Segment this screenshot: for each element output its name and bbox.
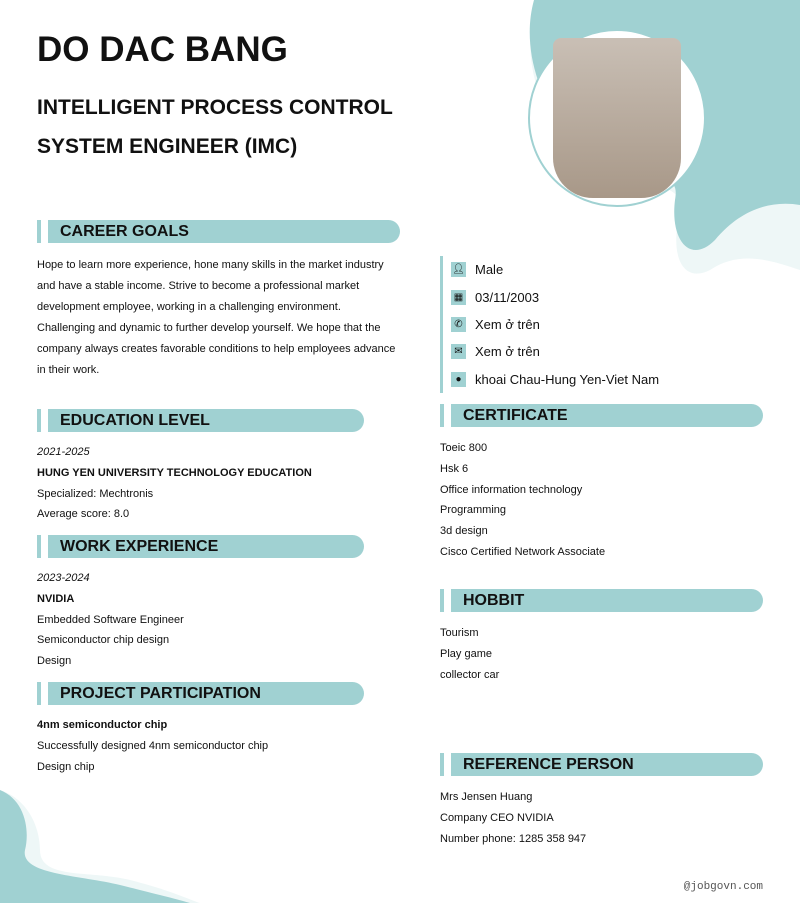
project-name: 4nm semiconductor chip: [37, 719, 168, 731]
section-work: WORK EXPERIENCE: [37, 535, 364, 558]
avatar: [553, 38, 681, 198]
reference-item: Company CEO NVIDIA: [440, 811, 554, 824]
decorative-blob-bottom: [0, 780, 260, 903]
section-education: EDUCATION LEVEL: [37, 409, 364, 432]
certificate-item: Cisco Certified Network Associate: [440, 545, 606, 558]
profile-photo: [528, 29, 706, 207]
education-period: 2021-2025: [37, 446, 90, 458]
certificate-item: Office information technology: [440, 483, 583, 496]
hobby-item: Tourism: [440, 627, 479, 639]
section-certificate: CERTIFICATE: [440, 404, 763, 427]
reference-item: Mrs Jensen Huang: [440, 791, 533, 803]
section-reference: REFERENCE PERSON: [440, 753, 763, 776]
person-icon: 👤︎: [452, 264, 465, 276]
mail-icon: ✉: [451, 344, 466, 359]
hobby-item: collector car: [440, 668, 500, 681]
personal-info: [440, 256, 659, 393]
certificate-item: Hsk 6: [440, 462, 469, 475]
project-line: Design chip: [37, 760, 95, 773]
phone: Xem ở trên: [475, 316, 540, 332]
work-line: Design: [37, 655, 72, 668]
career-goals-text: Hope to learn more experience, hone many skills in the market industry and have a stable income. Strive to become a professional market development employee, working in a challenging environment. Challenging and dynamic to further develop yourself. We hope that the company always creates favorable conditions to help employees advance in their work.: [37, 259, 396, 376]
major: Specialized: Mechtronis: [37, 487, 154, 500]
birth-date: 03/11/2003: [475, 289, 540, 305]
certificate-item: 3d design: [440, 525, 488, 538]
section-hobbit: HOBBIT: [440, 589, 763, 612]
hobby-item: Play game: [440, 647, 492, 660]
calendar-icon: ▦: [451, 290, 466, 305]
location-icon: ●: [451, 372, 466, 387]
project-line: Successfully designed 4nm semiconductor chip: [37, 739, 269, 752]
average-score: Average score: 8.0: [37, 508, 130, 521]
email: Xem ở trên: [475, 344, 540, 360]
work-period: 2023-2024: [37, 572, 90, 584]
work-line: Semiconductor chip design: [37, 634, 170, 647]
company-name: NVIDIA: [37, 592, 75, 605]
reference-item: Number phone: 1285 358 947: [440, 832, 587, 845]
certificate-item: Programming: [440, 504, 507, 517]
school-name: HUNG YEN UNIVERSITY TECHNOLOGY EDUCATION: [37, 466, 312, 479]
work-line: Embedded Software Engineer: [37, 613, 184, 626]
candidate-name: DO DAC BANG: [37, 30, 288, 69]
job-title: INTELLIGENT PROCESS CONTROL SYSTEM ENGINEER (IMC): [37, 96, 393, 158]
phone-icon: ✆: [451, 317, 466, 332]
gender: Male: [475, 262, 504, 278]
section-project: PROJECT PARTICIPATION: [37, 682, 364, 705]
section-career-goals: CAREER GOALS: [37, 220, 400, 243]
address: khoai Chau-Hung Yen-Viet Nam: [475, 371, 660, 387]
watermark: @jobgovn.com: [683, 881, 763, 893]
certificate-item: Toeic 800: [440, 442, 488, 454]
